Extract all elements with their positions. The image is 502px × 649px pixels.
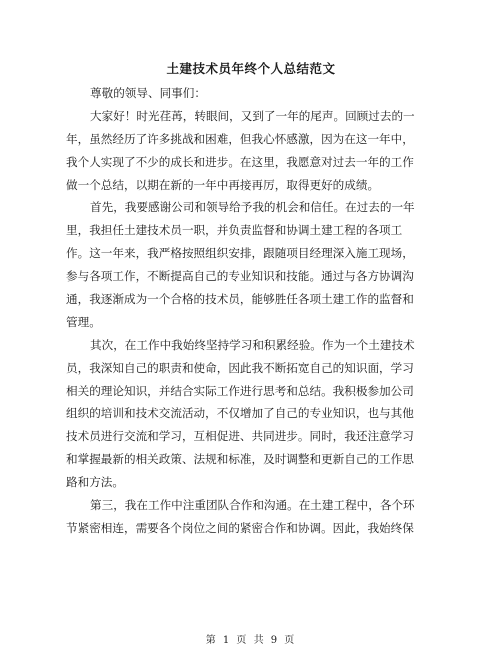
text-line: 节紧密相连，需要各个岗位之间的紧密合作和协调。因此，我始终保 [66,520,414,535]
text-line: 和掌握最新的相关政策、法规和标准，及时调整和更新自己的工作思 [66,452,414,467]
document-title: 土建技术员年终个人总结范文 [166,61,336,76]
text-line: 组织的培训和技术交流活动，不仅增加了自己的专业知识，也与其他 [66,406,414,421]
text-line: 里，我担任土建技术员一职，并负责监督和协调土建工程的各项工 [66,223,403,238]
text-line: 相关的理论知识，并结合实际工作进行思考和总结。我积极参加公司 [66,383,414,398]
text-line: 做一个总结，以期在新的一年中再接再厉，取得更好的成绩。 [66,177,380,192]
text-line: 管理。 [66,314,101,329]
text-line: 作。这一年来，我严格按照组织安排，跟随项目经理深入施工现场， [66,246,414,261]
text-line: 首先，我要感谢公司和领导给予我的机会和信任。在过去的一年 [90,200,415,215]
text-line: 技术员进行交流和学习，互相促进、共同进步。同时，我还注意学习 [66,429,414,444]
text-line: 年，虽然经历了许多挑战和困难，但我心怀感激，因为在这一年中， [66,131,414,146]
text-line: 参与各项工作，不断提高自己的专业知识和技能。通过与各方协调沟 [66,269,414,284]
document-body [66,82,442,540]
page-footer: 第 1 页 共 9 页 [205,635,297,646]
text-line: 员，我深知自己的职责和使命，因此我不断拓宽自己的知识面，学习 [66,360,414,375]
text-line: 大家好！时光荏苒，转眼间，又到了一年的尾声。回顾过去的一 [90,108,415,123]
text-line: 其次，在工作中我始终坚持学习和积累经验。作为一个土建技术 [90,337,415,352]
text-line: 第三，我在工作中注重团队合作和沟通。在土建工程中，各个环 [90,498,415,513]
text-line: 我个人实现了不少的成长和进步。在这里，我愿意对过去一年的工作 [66,154,414,169]
text-line: 路和方法。 [66,475,124,490]
text-line: 通，我逐渐成为一个合格的技术员，能够胜任各项土建工作的监督和 [66,292,414,307]
text-line: 尊敬的领导、同事们： [90,86,206,100]
